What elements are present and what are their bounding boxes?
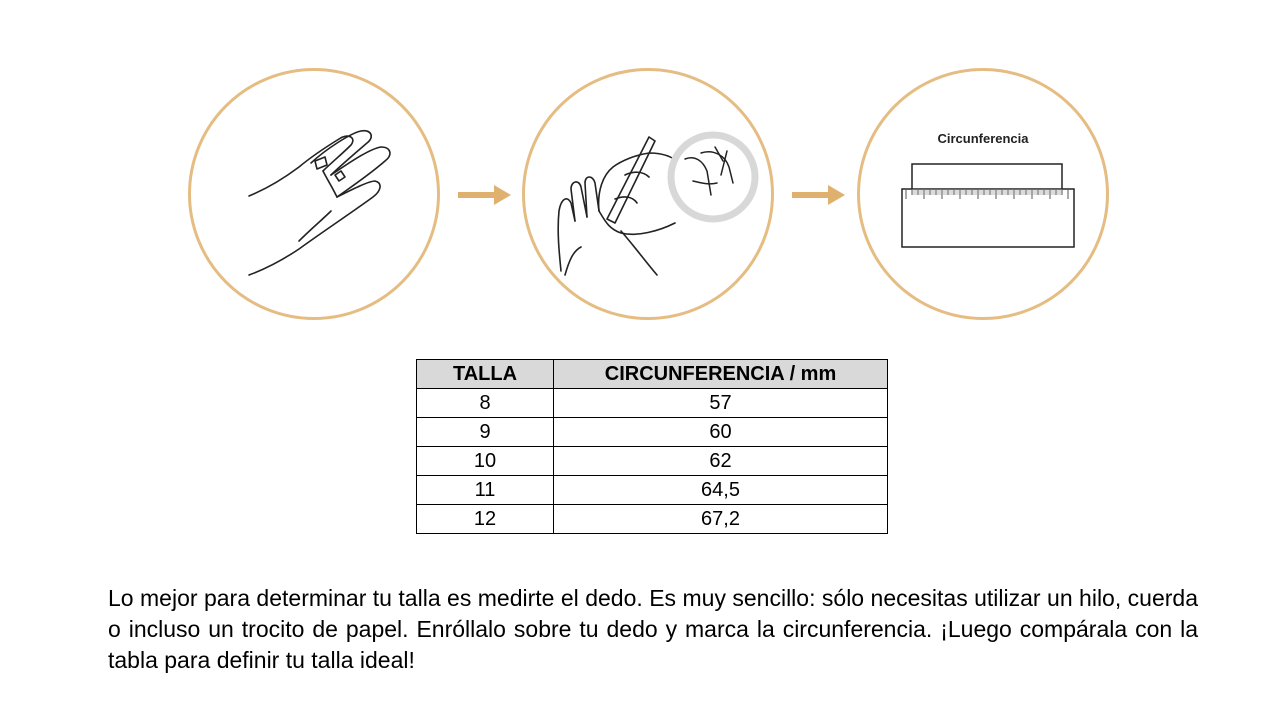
size-cell: 10 (417, 447, 554, 476)
header-circunferencia: CIRCUNFERENCIA / mm (554, 360, 888, 389)
size-cell: 11 (417, 476, 554, 505)
size-cell: 8 (417, 389, 554, 418)
circumference-label: Circunferencia (937, 131, 1029, 146)
table-header-row (417, 360, 888, 389)
circumference-cell: 64,5 (554, 476, 888, 505)
instructions-text: Lo mejor para determinar tu talla es medirte el dedo. Es muy sencillo: sólo necesitas utilizar un hilo, cuerda o incluso un trocito de papel. Enróllalo sobre tu dedo y marca la circunferencia. ¡Luego compárala con la tabla para definir tu talla ideal! (108, 585, 1198, 673)
header-talla: TALLA (417, 360, 554, 389)
measure-finger-icon (525, 71, 771, 317)
step-1-circle (188, 68, 440, 320)
circumference-cell: 57 (554, 389, 888, 418)
table-row (417, 418, 888, 447)
table-row (417, 389, 888, 418)
circumference-cell: 67,2 (554, 505, 888, 534)
arrow-right-icon (458, 184, 512, 211)
circumference-cell: 62 (554, 447, 888, 476)
table-row (417, 476, 888, 505)
step-2-circle (522, 68, 774, 320)
table-row (417, 447, 888, 476)
table-row (417, 505, 888, 534)
hand-icon (191, 71, 437, 317)
arrow-right-icon (792, 184, 846, 211)
size-cell: 9 (417, 418, 554, 447)
ruler-icon (860, 71, 1106, 317)
circumference-cell: 60 (554, 418, 888, 447)
size-table (416, 359, 888, 534)
step-3-circle (857, 68, 1109, 320)
size-cell: 12 (417, 505, 554, 534)
